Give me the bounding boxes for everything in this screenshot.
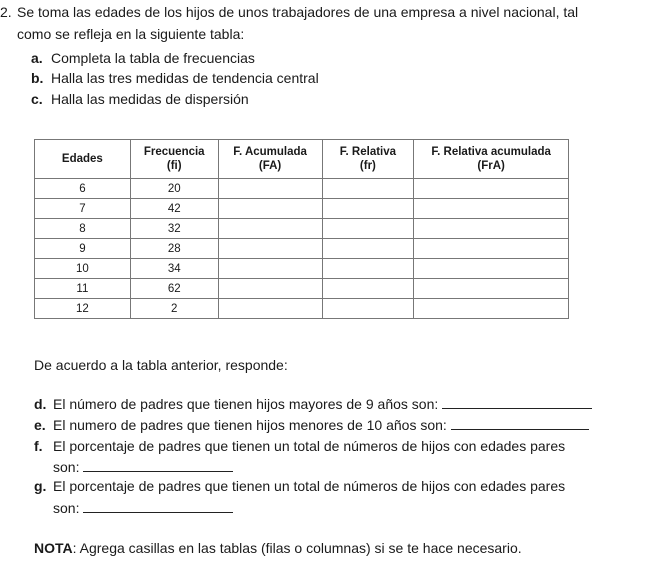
cell-edad: 9 bbox=[35, 239, 131, 259]
cell-fi: 42 bbox=[130, 199, 218, 219]
cell-edad: 10 bbox=[35, 259, 131, 279]
cell-fa[interactable] bbox=[218, 259, 322, 279]
cell-fa[interactable] bbox=[218, 279, 322, 299]
cell-fr[interactable] bbox=[322, 199, 414, 219]
cell-fa[interactable] bbox=[218, 179, 322, 199]
table-row bbox=[35, 259, 569, 279]
cell-edad: 11 bbox=[35, 279, 131, 299]
task-text-a: Completa la tabla de frecuencias bbox=[51, 50, 255, 66]
cell-fa[interactable] bbox=[218, 299, 322, 319]
table-row bbox=[35, 199, 569, 219]
cell-fr[interactable] bbox=[322, 179, 414, 199]
cell-fr[interactable] bbox=[322, 219, 414, 239]
question-text-f-line2: son: bbox=[53, 459, 233, 475]
table-header-row bbox=[35, 140, 569, 179]
question-text-e: El numero de padres que tienen hijos menores de 10 años son: bbox=[53, 417, 589, 433]
header-f-relativa-acumulada: F. Relativa acumulada (FrA) bbox=[414, 140, 569, 179]
header-f-relativa: F. Relativa (fr) bbox=[322, 140, 414, 179]
cell-fi: 28 bbox=[130, 239, 218, 259]
questions-prompt: De acuerdo a la tabla anterior, responde: bbox=[34, 357, 288, 373]
cell-fi: 62 bbox=[130, 279, 218, 299]
cell-edad: 6 bbox=[35, 179, 131, 199]
nota bbox=[34, 540, 522, 556]
cell-edad: 12 bbox=[35, 299, 131, 319]
task-letter-c: c. bbox=[31, 91, 43, 107]
intro-line-1: Se toma las edades de los hijos de unos trabajadores de una empresa a nivel nacional, tal bbox=[17, 4, 579, 20]
answer-blank-d[interactable] bbox=[442, 396, 592, 409]
cell-fi: 34 bbox=[130, 259, 218, 279]
cell-fi: 32 bbox=[130, 219, 218, 239]
cell-fr[interactable] bbox=[322, 259, 414, 279]
header-edades: Edades bbox=[35, 140, 131, 179]
cell-fra[interactable] bbox=[414, 239, 569, 259]
table-row bbox=[35, 239, 569, 259]
header-f-acumulada: F. Acumulada (FA) bbox=[218, 140, 322, 179]
nota-text: : Agrega casillas en las tablas (filas o columnas) si se te hace necesario. bbox=[72, 540, 522, 556]
problem-number: 2. bbox=[0, 4, 12, 20]
cell-fra[interactable] bbox=[414, 179, 569, 199]
task-text-b: Halla las tres medidas de tendencia central bbox=[51, 70, 319, 86]
question-text-g-line2: son: bbox=[53, 500, 233, 516]
cell-edad: 7 bbox=[35, 199, 131, 219]
cell-fi: 2 bbox=[130, 299, 218, 319]
question-letter-f: f. bbox=[34, 438, 43, 454]
intro-line-2: como se refleja en la siguiente tabla: bbox=[17, 26, 245, 42]
answer-blank-g[interactable] bbox=[83, 500, 233, 513]
cell-fra[interactable] bbox=[414, 279, 569, 299]
nota-label: NOTA bbox=[34, 540, 73, 556]
table-row bbox=[35, 179, 569, 199]
table-row bbox=[35, 279, 569, 299]
cell-fa[interactable] bbox=[218, 199, 322, 219]
question-letter-e: e. bbox=[34, 417, 46, 433]
cell-fi: 20 bbox=[130, 179, 218, 199]
header-frecuencia: Frecuencia (fi) bbox=[130, 140, 218, 179]
cell-fr[interactable] bbox=[322, 239, 414, 259]
cell-fa[interactable] bbox=[218, 219, 322, 239]
cell-fr[interactable] bbox=[322, 299, 414, 319]
task-letter-a: a. bbox=[31, 50, 43, 66]
question-letter-d: d. bbox=[34, 396, 47, 412]
cell-fra[interactable] bbox=[414, 199, 569, 219]
cell-fa[interactable] bbox=[218, 239, 322, 259]
answer-blank-e[interactable] bbox=[451, 417, 589, 430]
table-row bbox=[35, 299, 569, 319]
question-text-g-line1: El porcentaje de padres que tienen un total de números de hijos con edades pares bbox=[53, 478, 566, 494]
cell-fra[interactable] bbox=[414, 259, 569, 279]
question-text-f-line1: El porcentaje de padres que tienen un total de números de hijos con edades pares bbox=[53, 438, 566, 454]
task-text-c: Halla las medidas de dispersión bbox=[51, 91, 249, 107]
cell-fra[interactable] bbox=[414, 299, 569, 319]
cell-fra[interactable] bbox=[414, 219, 569, 239]
cell-fr[interactable] bbox=[322, 279, 414, 299]
task-letter-b: b. bbox=[31, 70, 44, 86]
cell-edad: 8 bbox=[35, 219, 131, 239]
frequency-table bbox=[34, 139, 569, 319]
table-row bbox=[35, 219, 569, 239]
question-letter-g: g. bbox=[34, 478, 47, 494]
question-text-d: El número de padres que tienen hijos mayores de 9 años son: bbox=[53, 396, 592, 412]
answer-blank-f[interactable] bbox=[83, 459, 233, 472]
